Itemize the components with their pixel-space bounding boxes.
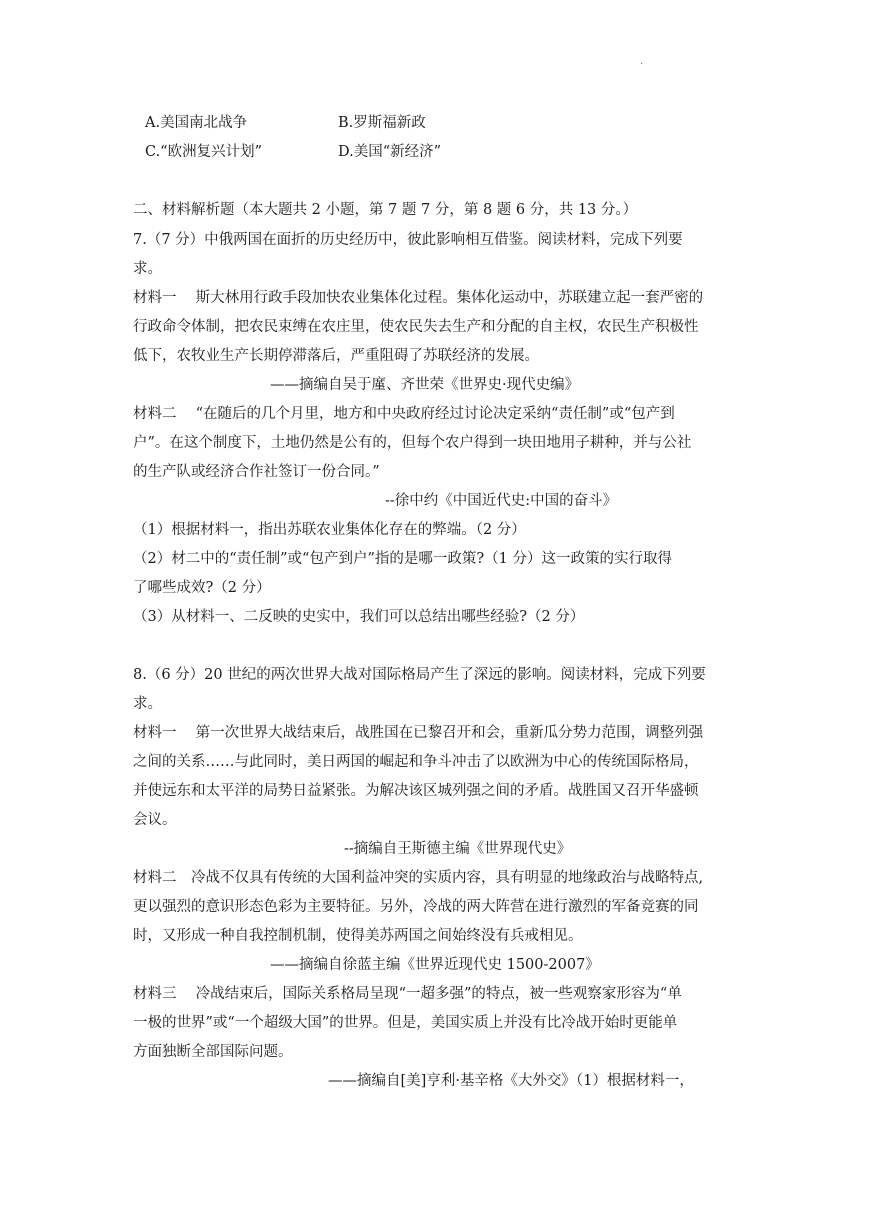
q8-material1-line1: 材料一 第一次世界大战结束后，战胜国在已黎召开和会，重新瓜分势力范围，调整列强	[133, 725, 704, 741]
q7-material1-source: ——摘编自吴于廑、齐世荣《世界史·现代史编》	[270, 377, 580, 393]
q8-material2-source: ——摘编自徐蓝主编《世界近现代史 1500-2007》	[270, 957, 600, 973]
q7-material2-line1: 材料二 “在随后的几个月里，地方和中央政府经过讨论决定采纳“责任制”或“包产到	[133, 406, 675, 422]
q7-subquestion-3: （3）从材料一、二反映的史实中，我们可以总结出哪些经验?（2 分）	[133, 609, 585, 625]
q8-material3-line1: 材料三 冷战结束后，国际关系格局呈现“一超多强”的特点，被一些观察家形容为“单	[133, 986, 682, 1002]
q8-material3-line3: 方面独断全部国际问题。	[133, 1044, 293, 1060]
q7-subquestion-1: （1）根据材料一，指出苏联农业集体化存在的弊端。（2 分）	[133, 522, 526, 538]
q7-material2-line2: 户”。在这个制度下，土地仍然是公有的，但每个农户得到一块田地用子耕种，并与公社	[133, 435, 692, 451]
q7-material2-line3: 的生产队或经济合作社签订一份合同。”	[133, 464, 380, 480]
q7-material1-line3: 低下，农牧业生产长期停滞落后，严重阻碍了苏联经济的发展。	[133, 348, 539, 364]
q8-material2-line2: 更以强烈的意识形态色彩为主要特征。另外，冷战的两大阵营在进行激烈的军备竞赛的同	[133, 899, 699, 915]
q8-material1-line2: 之间的关系……与此同时，美日两国的崛起和争斗冲击了以欧洲为中心的传统国际格局，	[133, 754, 699, 770]
option-b: B.罗斯福新政	[338, 115, 426, 131]
q7-subquestion-2-line2: 了哪些成效?（2 分）	[133, 580, 271, 596]
section-heading: 二、材料解析题（本大题共 2 小题，第 7 题 7 分，第 8 题 6 分，共 13 分。）	[133, 202, 638, 218]
page-dot: .	[640, 56, 644, 67]
q8-stem-line2: 求。	[133, 696, 162, 712]
q7-subquestion-2-line1: （2）材二中的“责任制”或“包产到户”指的是哪一政策?（1 分）这一政策的实行取得	[133, 551, 672, 567]
q8-material3-source: ——摘编自[美]亨利·基辛格《大外交》（1）根据材料一，	[328, 1073, 694, 1089]
q8-material1-source: --摘编自王斯德主编《世界现代史》	[344, 841, 572, 857]
q8-material1-line4: 会议。	[133, 812, 177, 828]
q8-material2-line1: 材料二 冷战不仅具有传统的大国利益冲突的实质内容，具有明显的地缘政治与战略特点,	[133, 870, 704, 886]
q7-material2-source: --徐中约《中国近代史:中国的奋斗》	[385, 493, 618, 509]
q7-material1-line1: 材料一 斯大林用行政手段加快农业集体化过程。集体化运动中，苏联建立起一套严密的	[133, 290, 704, 306]
q7-stem-line1: 7.（7 分）中俄两国在面折的历史经历中，彼此影响相互借鉴。阅读材料，完成下列要	[133, 232, 683, 248]
q8-material3-line2: 一极的世界”或“一个超级大国”的世界。但是，美国实质上并没有比冷战开始时更能单	[133, 1015, 678, 1031]
q8-material1-line3: 并使远东和太平洋的局势日益紧张。为解决该区城列强之间的矛盾。战胜国又召开华盛顿	[133, 783, 699, 799]
option-a: A.美国南北战争	[145, 115, 248, 131]
q7-stem-line2: 求。	[133, 261, 162, 277]
q8-stem-line1: 8.（6 分）20 世纪的两次世界大战对国际格局产生了深远的影响。阅读材料，完成下列要	[133, 667, 706, 683]
q7-material1-line2: 行政命令体制，把农民束缚在农庄里，使农民失去生产和分配的自主权，农民生产积极性	[133, 319, 699, 335]
option-d: D.美国“新经济”	[338, 144, 442, 160]
q8-material2-line3: 时，又形成一种自我控制机制，使得美苏两国之间始终没有兵戒相见。	[133, 928, 583, 944]
option-c: C.“欧洲复兴计划”	[145, 144, 263, 160]
